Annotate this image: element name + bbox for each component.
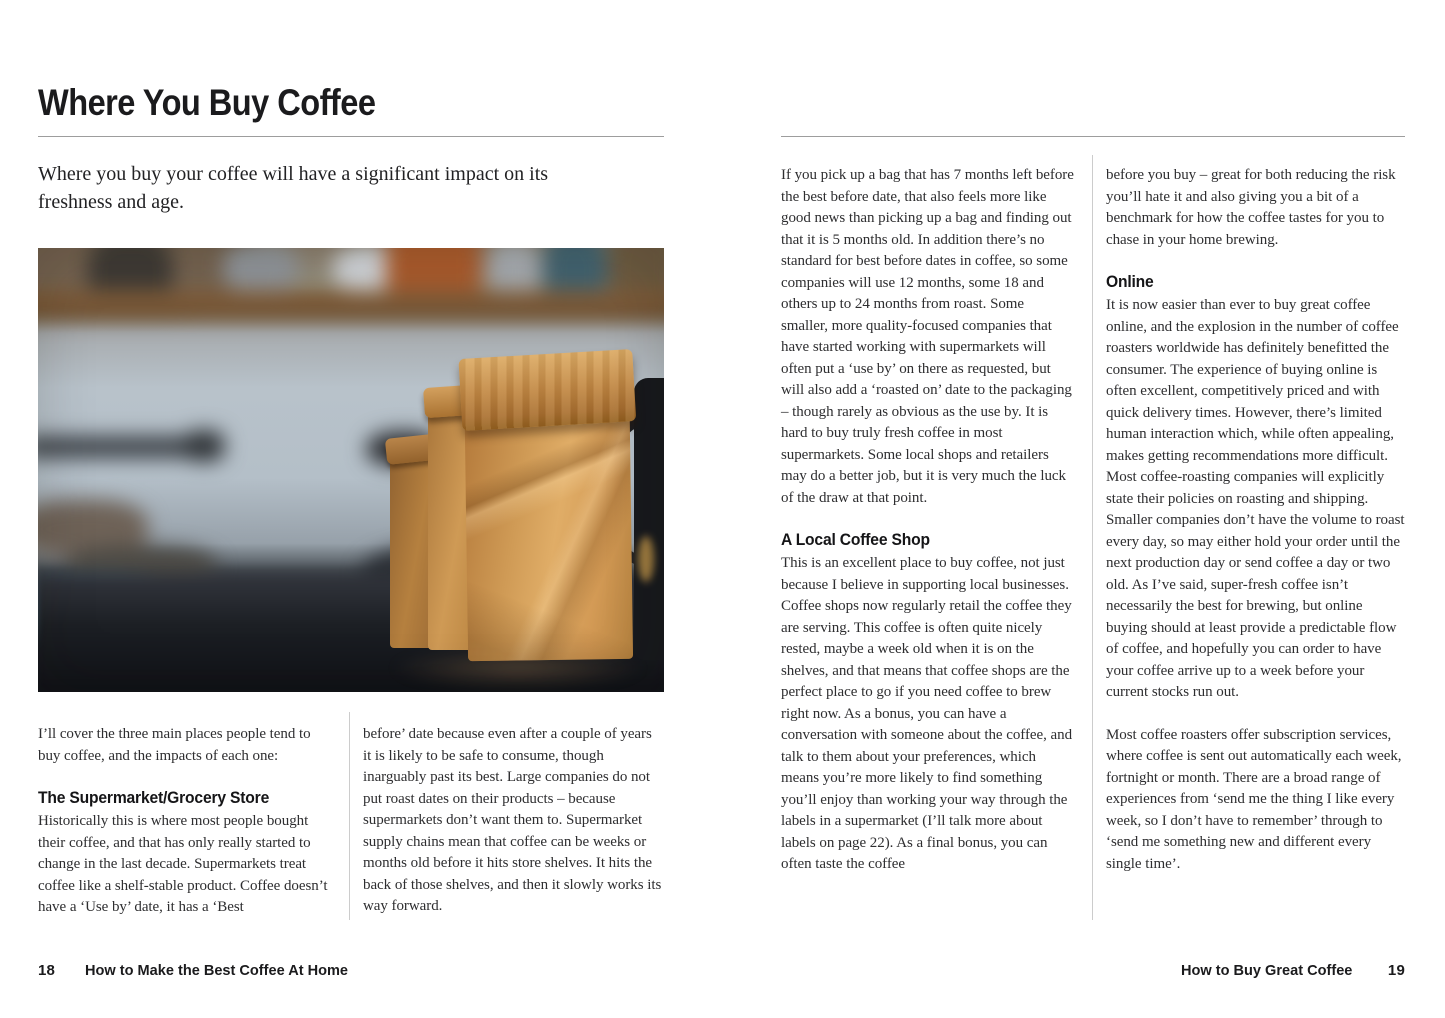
intro-paragraph: Where you buy your coffee will have a significant impact on its freshness and age. bbox=[38, 163, 549, 213]
page-title-text: Where You Buy Coffee bbox=[38, 82, 376, 123]
paragraph: before you buy – great for both reducing the risk you’ll hate it and also giving you a bit of a benchmark for how the coffee tastes for you to chase in your home brewing. bbox=[1106, 167, 1396, 248]
left-column-1 bbox=[38, 712, 331, 920]
page-title bbox=[38, 82, 421, 124]
photo-machine-knob bbox=[183, 430, 225, 462]
column-divider bbox=[349, 712, 350, 920]
photo-box-blur bbox=[223, 248, 298, 293]
paragraph: before’ date because even after a couple of years it is likely to be safe to consume, though inarguably past its best. Large companies do not put roast dates on their products – because supermarkets don’t want them to. Supermarket supply chains mean that coffee can be weeks or months old before it hits store shelves. It hits the back of those shelves, and then it slowly works its way forward. bbox=[363, 726, 662, 914]
photo-kettle bbox=[634, 378, 664, 660]
page-number-left: 18 bbox=[38, 962, 56, 979]
paragraph: I’ll cover the three main places people tend to buy coffee, and the impacts of each one: bbox=[38, 726, 311, 764]
right-page-columns bbox=[781, 155, 1406, 920]
section-heading-supermarket: The Supermarket/Grocery Store bbox=[38, 788, 270, 807]
photo-bag-fold bbox=[458, 349, 636, 431]
title-rule bbox=[38, 136, 664, 137]
paragraph: This is an excellent place to buy coffee, not just because I believe in supporting local businesses. Coffee shops now regularly retail the coffee they are serving. This coffee is often quite nicely rested, maybe a week old when it is on the shelves, and that means that coffee shops are the perfect place to go if you need coffee to brew right now. As a bonus, you can have a conversation with someone about the coffee, and talk to them about your preferences, which means you’re more likely to find something you’ll enjoy than working your way through the labels in a supermarket (I’ll talk more about labels on page 22). As a final bonus, you can often taste the coffee bbox=[781, 555, 1073, 872]
right-column-2 bbox=[1106, 155, 1406, 920]
page-left bbox=[38, 0, 664, 1018]
column-divider bbox=[1092, 155, 1093, 920]
left-footer bbox=[38, 962, 356, 979]
right-footer bbox=[1181, 962, 1405, 979]
photo-gold-glint bbox=[638, 536, 654, 582]
running-head-book-title: How to Make the Best Coffee At Home bbox=[85, 962, 349, 979]
running-head-chapter-title: How to Buy Great Coffee bbox=[1181, 962, 1353, 979]
photo-shelf-shadow bbox=[38, 312, 664, 320]
paragraph: Historically this is where most people bought their coffee, and that has only really started to change in the last decade. Supermarkets treat coffee like a shelf-stable product. Coffee doesn’t have a ‘Use by’ date, it has a ‘Best bbox=[38, 813, 328, 915]
left-column-2 bbox=[363, 712, 663, 920]
left-page-columns bbox=[38, 712, 663, 920]
section-heading-online: Online bbox=[1106, 272, 1154, 291]
paragraph: Most coffee roasters offer subscription services, where coffee is sent out automatically each week, fortnight or month. There are a broad range of experiences from ‘send me the thing I like every week, so I don’t have to remember’ through to ‘send me something new and different every single time’. bbox=[1106, 726, 1402, 872]
coffee-bags-photo bbox=[38, 248, 664, 692]
section-heading-local-coffee-shop: A Local Coffee Shop bbox=[781, 530, 930, 549]
right-column-1 bbox=[781, 155, 1074, 920]
photo-coffee-bag-front bbox=[464, 359, 633, 661]
paragraph: If you pick up a bag that has 7 months left before the best before date, that also feels more like good news than picking up a bag and finding out that it is 5 months old. In addition there’s no standard for best before dates in coffee, so some companies will use 12 months, some 18 and others up to 24 months from roast. Some smaller, more quality-focused companies that have started working with supermarkets will often put a ‘use by’ on there as requested, but will also add a ‘roasted on’ date to the packaging – though rarely as obvious as the use by. It is hard to buy truly fresh coffee in most supermarkets. Some local shops and retailers may do a better job, but it is very much the luck of the draw at that point. bbox=[781, 167, 1074, 506]
title-rule bbox=[781, 136, 1405, 137]
paragraph: It is now easier than ever to buy great coffee online, and the explosion in the number of coffee roasters worldwide has definitely benefitted the consumer. The experience of buying online is often excellent, competitively priced and with quick delivery times. However, there’s limited human interaction which, while often appealing, makes getting recommendations more difficult. Most coffee-roasting companies will explicitly state their policies on roasting and shipping. Smaller companies don’t have the volume to roast every day, so may either hold your order until the next production day or send coffee a day or two old. As I’ve said, super-fresh coffee isn’t necessarily the best for brewing, but online buying should at least provide a predictable flow of coffee, and hopefully you can order to have your coffee arrive up to a week before your current stocks run out. bbox=[1106, 297, 1405, 700]
page-number-right: 19 bbox=[1387, 962, 1405, 979]
page-right bbox=[781, 0, 1405, 1018]
photo-wood-shelf bbox=[38, 290, 664, 314]
